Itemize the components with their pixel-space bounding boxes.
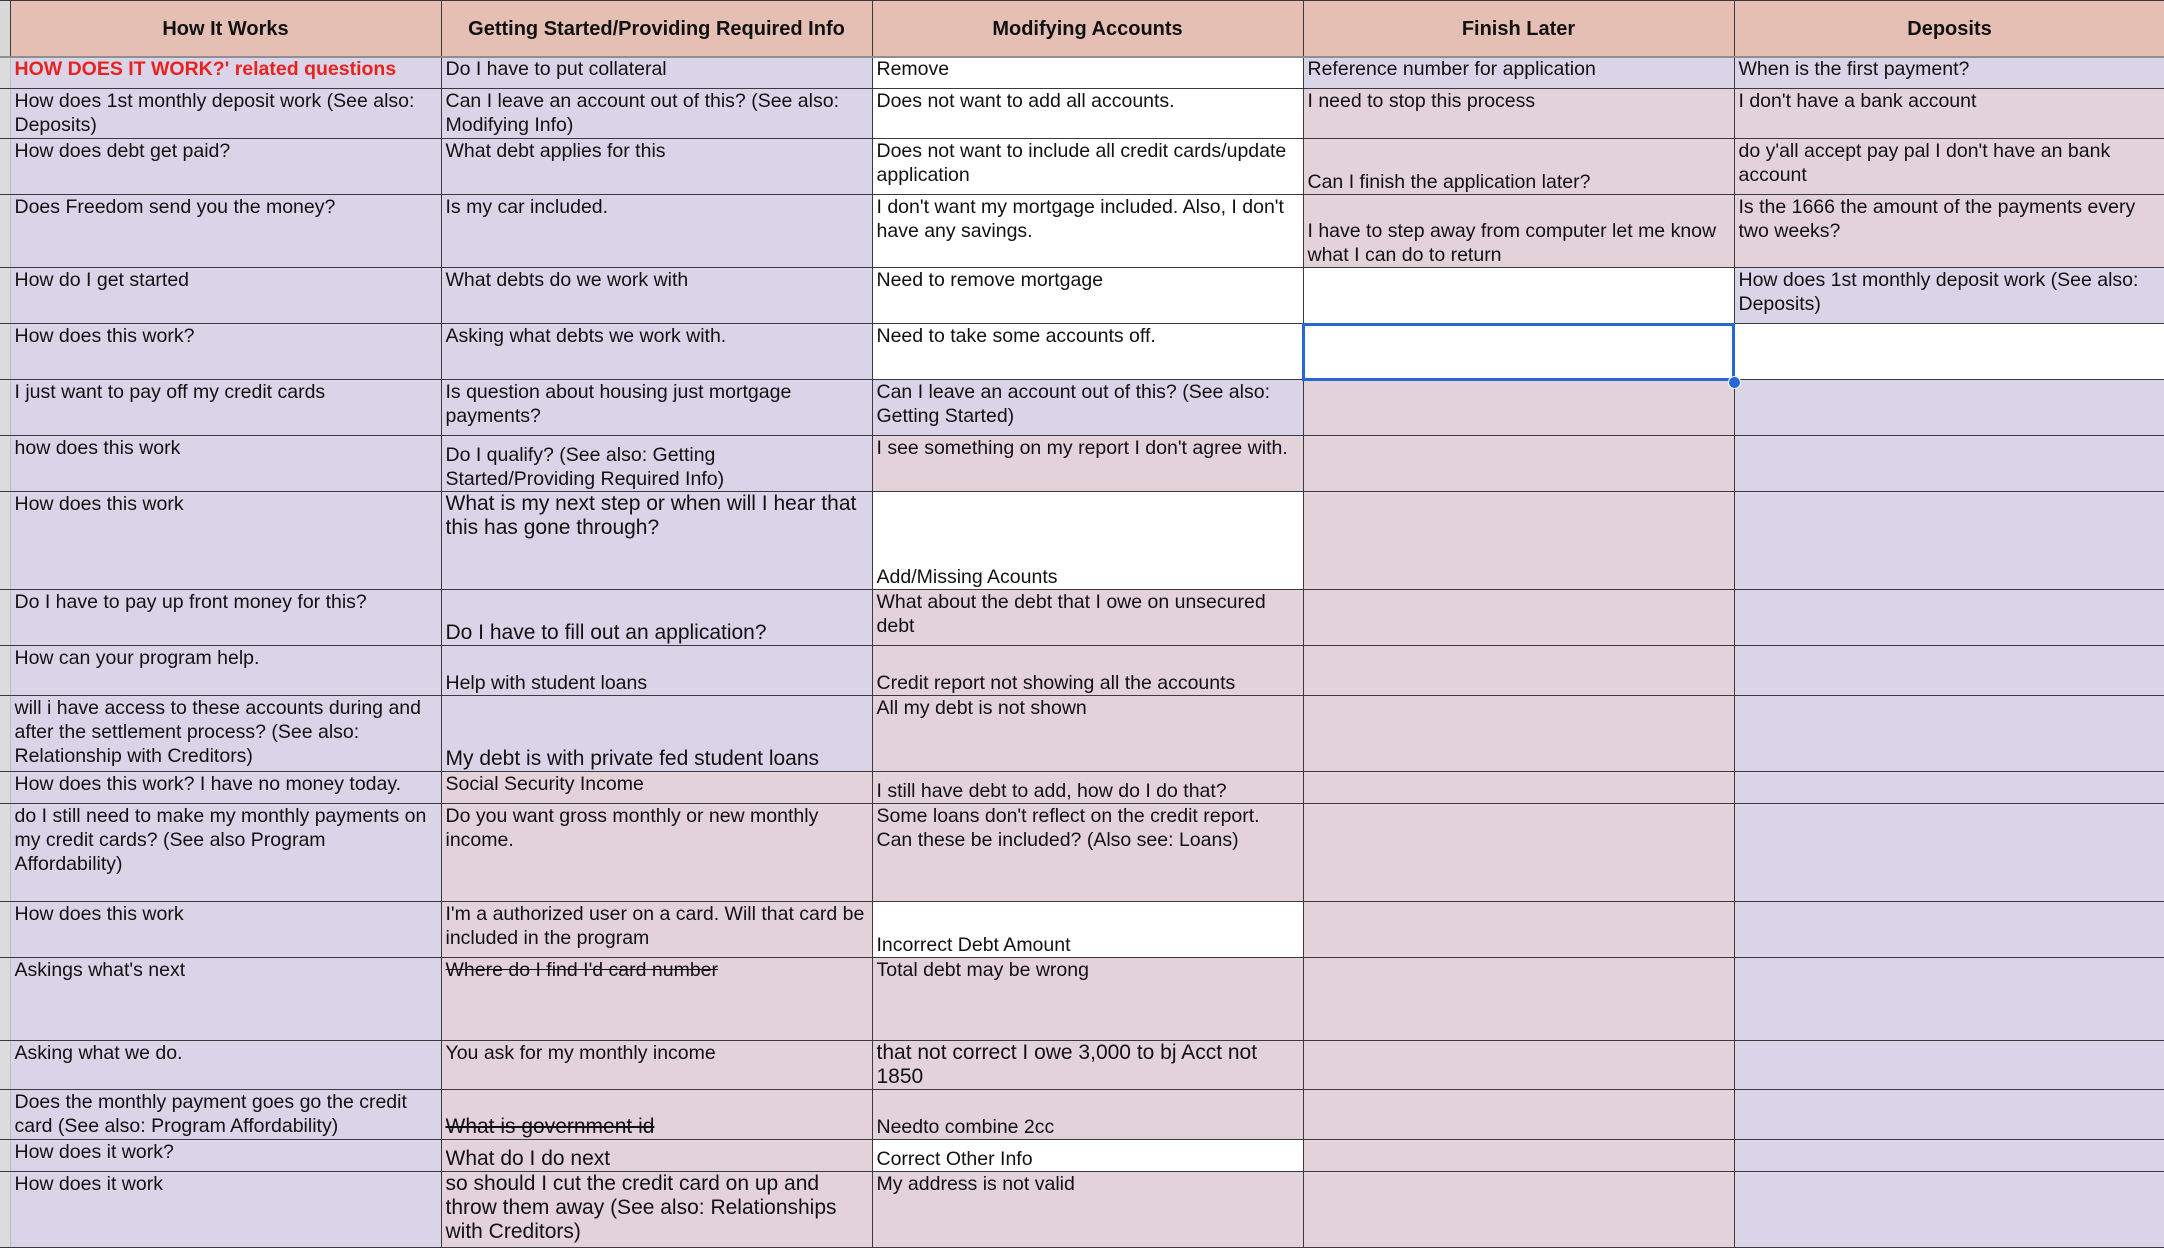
row-gutter [0,646,10,696]
cell-how-it-works[interactable]: I just want to pay off my credit cards [10,380,441,436]
cell-deposits[interactable] [1734,804,2164,902]
row-gutter [0,492,10,590]
column-header-how-it-works[interactable]: How It Works [10,1,441,57]
column-header-getting-started[interactable]: Getting Started/Providing Required Info [441,1,872,57]
cell-getting-started[interactable]: Social Security Income [441,772,872,804]
cell-how-it-works[interactable]: How does this work [10,902,441,958]
cell-getting-started[interactable]: I'm a authorized user on a card. Will that card be included in the program [441,902,872,958]
cell-finish-later[interactable] [1303,1140,1734,1172]
cell-deposits[interactable] [1734,772,2164,804]
table-row [0,195,2164,268]
cell-modifying-accounts[interactable]: Credit report not showing all the accounts [872,646,1303,696]
table-row [0,492,2164,590]
cell-how-it-works[interactable]: Asking what we do. [10,1041,441,1090]
cell-finish-later[interactable]: I have to step away from computer let me know what I can do to return [1303,195,1734,268]
cell-finish-later[interactable] [1303,902,1734,958]
cell-getting-started[interactable]: You ask for my monthly income [441,1041,872,1090]
cell-getting-started[interactable]: Do I have to put collateral [441,57,872,89]
cell-getting-started[interactable]: My debt is with private fed student loans [441,696,872,772]
cell-how-it-works[interactable]: How does this work? [10,324,441,380]
cell-how-it-works[interactable]: How does this work? I have no money today. [10,772,441,804]
row-gutter [0,139,10,195]
cell-deposits[interactable]: When is the first payment? [1734,57,2164,89]
cell-how-it-works[interactable]: HOW DOES IT WORK?' related questions [10,57,441,89]
table-row [0,804,2164,902]
table-row [0,268,2164,324]
row-gutter [0,324,10,380]
table-row [0,646,2164,696]
row-gutter [0,1140,10,1172]
table-row [0,958,2164,1041]
table-row [0,772,2164,804]
row-gutter [0,1090,10,1140]
cell-modifying-accounts[interactable]: Add/Missing Acounts [872,492,1303,590]
cell-finish-later[interactable] [1303,324,1734,380]
cell-modifying-accounts[interactable]: I see something on my report I don't agree with. [872,436,1303,492]
row-gutter [0,902,10,958]
cell-finish-later[interactable] [1303,772,1734,804]
selection-fill-handle[interactable] [1728,376,1741,389]
cell-deposits[interactable] [1734,1140,2164,1172]
table-row [0,380,2164,436]
cell-how-it-works[interactable]: How does debt get paid? [10,139,441,195]
row-gutter [0,436,10,492]
cell-how-it-works[interactable]: How does this work [10,492,441,590]
table-row [0,1041,2164,1090]
cell-how-it-works[interactable]: do I still need to make my monthly payments on my credit cards? (See also Program Affordability) [10,804,441,902]
cell-finish-later[interactable] [1303,696,1734,772]
cell-deposits[interactable] [1734,958,2164,1041]
row-gutter [0,380,10,436]
table-row [0,436,2164,492]
cell-how-it-works[interactable]: Askings what's next [10,958,441,1041]
cell-finish-later[interactable] [1303,590,1734,646]
cell-modifying-accounts[interactable]: All my debt is not shown [872,696,1303,772]
column-header-modifying-accounts[interactable]: Modifying Accounts [872,1,1303,57]
cell-deposits[interactable] [1734,1090,2164,1140]
cell-modifying-accounts[interactable]: Some loans don't reflect on the credit report. Can these be included? (Also see: Loans) [872,804,1303,902]
cell-finish-later[interactable]: Reference number for application [1303,57,1734,89]
cell-how-it-works[interactable]: How does it work [10,1172,441,1248]
table-row [0,590,2164,646]
cell-finish-later[interactable] [1303,492,1734,590]
cell-how-it-works[interactable]: How does 1st monthly deposit work (See also: Deposits) [10,89,441,139]
cell-deposits[interactable] [1734,324,2164,380]
cell-modifying-accounts[interactable]: Correct Other Info [872,1140,1303,1172]
cell-how-it-works[interactable]: How does it work? [10,1140,441,1172]
cell-modifying-accounts[interactable]: Need to remove mortgage [872,268,1303,324]
cell-modifying-accounts[interactable]: My address is not valid [872,1172,1303,1248]
table-row [0,324,2164,380]
row-gutter [0,958,10,1041]
row-gutter [0,696,10,772]
column-header-finish-later[interactable]: Finish Later [1303,1,1734,57]
cell-getting-started[interactable]: What do I do next [441,1140,872,1172]
cell-getting-started[interactable]: Can I leave an account out of this? (See also: Modifying Info) [441,89,872,139]
table-row [0,139,2164,195]
cell-finish-later[interactable] [1303,436,1734,492]
cell-how-it-works[interactable]: How do I get started [10,268,441,324]
cell-getting-started[interactable]: Do I qualify? (See also: Getting Started/Providing Required Info) [441,436,872,492]
cell-modifying-accounts[interactable]: Can I leave an account out of this? (See also: Getting Started) [872,380,1303,436]
cell-deposits[interactable] [1734,492,2164,590]
cell-deposits[interactable] [1734,646,2164,696]
cell-deposits[interactable] [1734,902,2164,958]
cell-modifying-accounts[interactable]: Does not want to add all accounts. [872,89,1303,139]
cell-getting-started[interactable]: so should I cut the credit card on up and throw them away (See also: Relationships with Creditors) [441,1172,872,1248]
row-gutter [0,57,10,89]
cell-modifying-accounts[interactable]: I still have debt to add, how do I do that? [872,772,1303,804]
table-row [0,89,2164,139]
cell-getting-started[interactable]: Is question about housing just mortgage payments? [441,380,872,436]
cell-finish-later[interactable] [1303,804,1734,902]
column-header-deposits[interactable]: Deposits [1734,1,2164,57]
cell-how-it-works[interactable]: will i have access to these accounts during and after the settlement process? (See also: Relationship with Creditors) [10,696,441,772]
table-row [0,902,2164,958]
cell-getting-started[interactable]: What debts do we work with [441,268,872,324]
cell-getting-started[interactable]: Is my car included. [441,195,872,268]
cell-modifying-accounts[interactable]: What about the debt that I owe on unsecured debt [872,590,1303,646]
cell-getting-started[interactable]: Where do I find I'd card number [441,958,872,1041]
cell-getting-started[interactable]: What debt applies for this [441,139,872,195]
cell-deposits[interactable] [1734,380,2164,436]
cell-modifying-accounts[interactable]: Need to take some accounts off. [872,324,1303,380]
cell-finish-later[interactable] [1303,646,1734,696]
row-gutter [0,590,10,646]
table-row [0,1172,2164,1248]
frozen-row-divider [0,56,2164,58]
cell-deposits[interactable] [1734,590,2164,646]
row-gutter [0,89,10,139]
cell-getting-started[interactable]: What is government id [441,1090,872,1140]
row-gutter [0,1,10,57]
cell-modifying-accounts[interactable]: Does not want to include all credit cards/update application [872,139,1303,195]
table-row [0,1140,2164,1172]
cell-finish-later[interactable] [1303,1172,1734,1248]
cell-deposits[interactable] [1734,1172,2164,1248]
row-gutter [0,772,10,804]
row-gutter [0,804,10,902]
row-gutter [0,195,10,268]
cell-finish-later[interactable] [1303,958,1734,1041]
cell-modifying-accounts[interactable]: Remove [872,57,1303,89]
table-row [0,696,2164,772]
cell-modifying-accounts[interactable]: Needto combine 2cc [872,1090,1303,1140]
cell-deposits[interactable]: I don't have a bank account [1734,89,2164,139]
row-gutter [0,1172,10,1248]
row-gutter [0,1041,10,1090]
cell-how-it-works[interactable]: how does this work [10,436,441,492]
cell-finish-later[interactable]: I need to stop this process [1303,89,1734,139]
cell-getting-started[interactable]: Do you want gross monthly or new monthly income. [441,804,872,902]
cell-getting-started[interactable]: Do I have to fill out an application? [441,590,872,646]
cell-how-it-works[interactable]: Does Freedom send you the money? [10,195,441,268]
cell-deposits[interactable] [1734,1041,2164,1090]
cell-finish-later[interactable] [1303,380,1734,436]
cell-getting-started[interactable]: Help with student loans [441,646,872,696]
cell-finish-later[interactable] [1303,1090,1734,1140]
cell-modifying-accounts[interactable]: that not correct I owe 3,000 to bj Acct not 1850 [872,1041,1303,1090]
table-row [0,1090,2164,1140]
cell-deposits[interactable] [1734,696,2164,772]
cell-getting-started[interactable]: Asking what debts we work with. [441,324,872,380]
cell-deposits[interactable]: How does 1st monthly deposit work (See also: Deposits) [1734,268,2164,324]
cell-how-it-works[interactable]: Does the monthly payment goes go the credit card (See also: Program Affordability) [10,1090,441,1140]
header-row [0,1,2164,57]
cell-modifying-accounts[interactable]: Incorrect Debt Amount [872,902,1303,958]
cell-how-it-works[interactable]: Do I have to pay up front money for this? [10,590,441,646]
cell-finish-later[interactable] [1303,268,1734,324]
cell-finish-later[interactable] [1303,1041,1734,1090]
table-row [0,57,2164,89]
cell-how-it-works[interactable]: How can your program help. [10,646,441,696]
cell-deposits[interactable]: Is the 1666 the amount of the payments every two weeks? [1734,195,2164,268]
cell-getting-started[interactable]: What is my next step or when will I hear that this has gone through? [441,492,872,590]
cell-modifying-accounts[interactable]: Total debt may be wrong [872,958,1303,1041]
cell-deposits[interactable] [1734,436,2164,492]
cell-finish-later[interactable]: Can I finish the application later? [1303,139,1734,195]
cell-deposits[interactable]: do y'all accept pay pal I don't have an bank account [1734,139,2164,195]
row-gutter [0,268,10,324]
cell-modifying-accounts[interactable]: I don't want my mortgage included. Also, I don't have any savings. [872,195,1303,268]
